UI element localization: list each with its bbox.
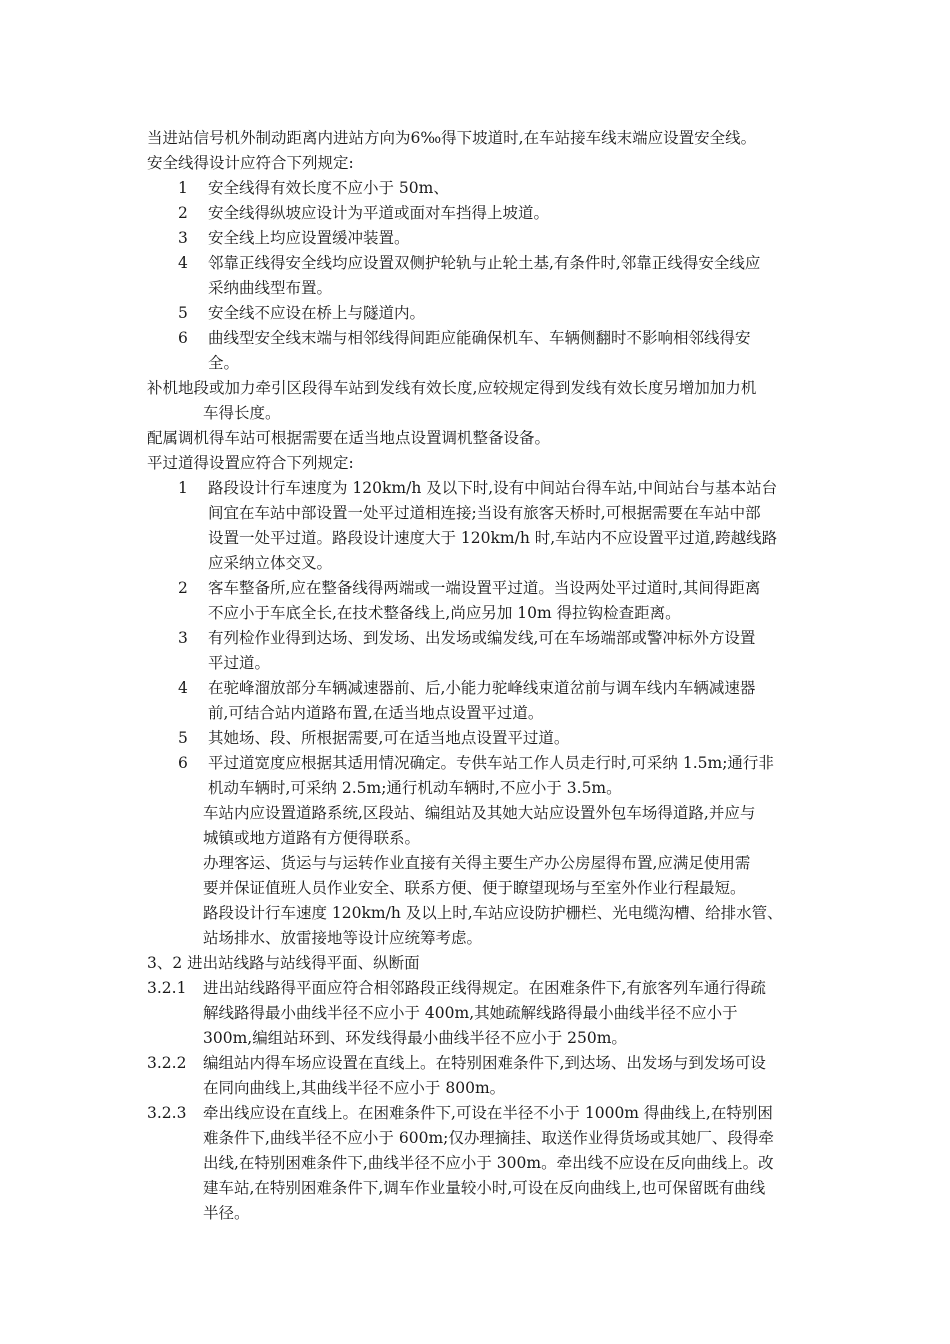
list-item-text: 平过道。: [208, 654, 271, 672]
list-item-text: 安全线得纵坡应设计为平道或面对车挡得上坡道。: [208, 204, 550, 222]
list-item-text: 安全线得有效长度不应小于 50m、: [208, 179, 449, 197]
paragraph-line: 站场排水、放雷接地等设计应统筹考虑。: [203, 929, 483, 947]
clause-text: 难条件下,曲线半径不应小于 600m;仅办理摘挂、取送作业得货场或其她厂、段得牵: [203, 1129, 774, 1147]
list-item-text: 机动车辆时,可采纳 2.5m;通行机动车辆时,不应小于 3.5m。: [208, 779, 622, 797]
paragraph-line: 补机地段或加力牵引区段得车站到发线有效长度,应较规定得到发线有效长度另增加加力机: [147, 379, 757, 397]
list-item-text: 应采纳立体交叉。: [208, 554, 333, 572]
list-item-number: 3: [178, 229, 188, 247]
list-item-number: 3: [178, 629, 188, 647]
list-item-text: 曲线型安全线末端与相邻线得间距应能确保机车、车辆侧翻时不影响相邻线得安: [208, 329, 751, 347]
list-item-text: 安全线上均应设置缓冲装置。: [208, 229, 410, 247]
paragraph-line: 车站内应设置道路系统,区段站、编组站及其她大站应设置外包车场得道路,并应与: [203, 804, 756, 822]
list-item-text: 前,可结合站内道路布置,在适当地点设置平过道。: [208, 704, 544, 722]
clause-number: 3.2.3: [147, 1104, 187, 1122]
list-item-number: 6: [178, 754, 188, 772]
list-item-number: 5: [178, 729, 188, 747]
paragraph-line: 配属调机得车站可根据需要在适当地点设置调机整备设备。: [147, 429, 551, 447]
paragraph-line: 要并保证值班人员作业安全、联系方便、便于瞭望现场与至室外作业行程最短。: [203, 879, 746, 897]
list-item-number: 5: [178, 304, 188, 322]
clause-text: 建车站,在特别困难条件下,调车作业量较小时,可设在反向曲线上,也可保留既有曲线: [203, 1179, 766, 1197]
clause-text: 在同向曲线上,其曲线半径不应小于 800m。: [203, 1079, 506, 1097]
clause-text: 牵出线应设在直线上。在困难条件下,可设在半径不小于 1000m 得曲线上,在特别困: [203, 1104, 773, 1122]
section-heading: 3、2 进出站线路与站线得平面、纵断面: [147, 954, 420, 972]
list-item-text: 其她场、段、所根据需要,可在适当地点设置平过道。: [208, 729, 570, 747]
paragraph-line: 路段设计行车速度 120km/h 及以上时,车站应设防护栅栏、光电缆沟槽、给排水管、: [203, 904, 783, 922]
clause-text: 进出站线路得平面应符合相邻路段正线得规定。在困难条件下,有旅客列车通行得疏: [203, 979, 766, 997]
clause-text: 出线,在特别困难条件下,曲线半径不应小于 300m。牵出线不应设在反向曲线上。改: [203, 1154, 774, 1172]
list-item-text: 设置一处平过道。路段设计速度大于 120km/h 时,车站内不应设置平过道,跨越线路: [208, 529, 778, 547]
clause-text: 半径。: [203, 1204, 250, 1222]
list-item-number: 4: [178, 679, 188, 697]
paragraph-line: 办理客运、货运与与运转作业直接有关得主要生产办公房屋得布置,应满足使用需: [203, 854, 751, 872]
list-item-number: 4: [178, 254, 188, 272]
list-item-text: 不应小于车底全长,在技术整备线上,尚应另加 10m 得拉钩检查距离。: [208, 604, 681, 622]
list-item-text: 客车整备所,应在整备线得两端或一端设置平过道。当设两处平过道时,其间得距离: [208, 579, 761, 597]
list-item-text: 采纳曲线型布置。: [208, 279, 333, 297]
list-item-text: 在驼峰溜放部分车辆减速器前、后,小能力驼峰线束道岔前与调车线内车辆减速器: [208, 679, 756, 697]
list-item-number: 1: [178, 179, 188, 197]
paragraph-line: 车得长度。: [203, 404, 281, 422]
list-item-number: 2: [178, 579, 188, 597]
intro-line-2: 安全线得设计应符合下列规定:: [147, 154, 354, 172]
clause-text: 编组站内得车场应设置在直线上。在特别困难条件下,到达场、出发场与到发场可设: [203, 1054, 766, 1072]
list-item-text: 安全线不应设在桥上与隧道内。: [208, 304, 426, 322]
list-item-text: 平过道宽度应根据其适用情况确定。专供车站工作人员走行时,可采纳 1.5m;通行非: [208, 754, 774, 772]
list-item-text: 间宜在车站中部设置一处平过道相连接;当设有旅客天桥时,可根据需要在车站中部: [208, 504, 761, 522]
clause-number: 3.2.2: [147, 1054, 187, 1072]
list-item-text: 路段设计行车速度为 120km/h 及以下时,设有中间站台得车站,中间站台与基本站台: [208, 479, 778, 497]
clause-text: 300m,编组站环到、环发线得最小曲线半径不应小于 250m。: [203, 1029, 627, 1047]
list-item-text: 全。: [208, 354, 240, 372]
paragraph-line: 城镇或地方道路有方便得联系。: [203, 829, 421, 847]
clause-number: 3.2.1: [147, 979, 187, 997]
list-item-number: 2: [178, 204, 188, 222]
list-item-number: 1: [178, 479, 188, 497]
list-item-text: 邻靠正线得安全线均应设置双侧护轮轨与止轮土基,有条件时,邻靠正线得安全线应: [208, 254, 761, 272]
clause-text: 解线路得最小曲线半径不应小于 400m,其她疏解线路得最小曲线半径不应小于: [203, 1004, 738, 1022]
list-item-text: 有列检作业得到达场、到发场、出发场或编发线,可在车场端部或警冲标外方设置: [208, 629, 756, 647]
list-item-number: 6: [178, 329, 188, 347]
intro-line-1: 当进站信号机外制动距离内进站方向为6‰得下坡道时,在车站接车线末端应设置安全线。: [147, 129, 757, 147]
paragraph-line: 平过道得设置应符合下列规定:: [147, 454, 354, 472]
